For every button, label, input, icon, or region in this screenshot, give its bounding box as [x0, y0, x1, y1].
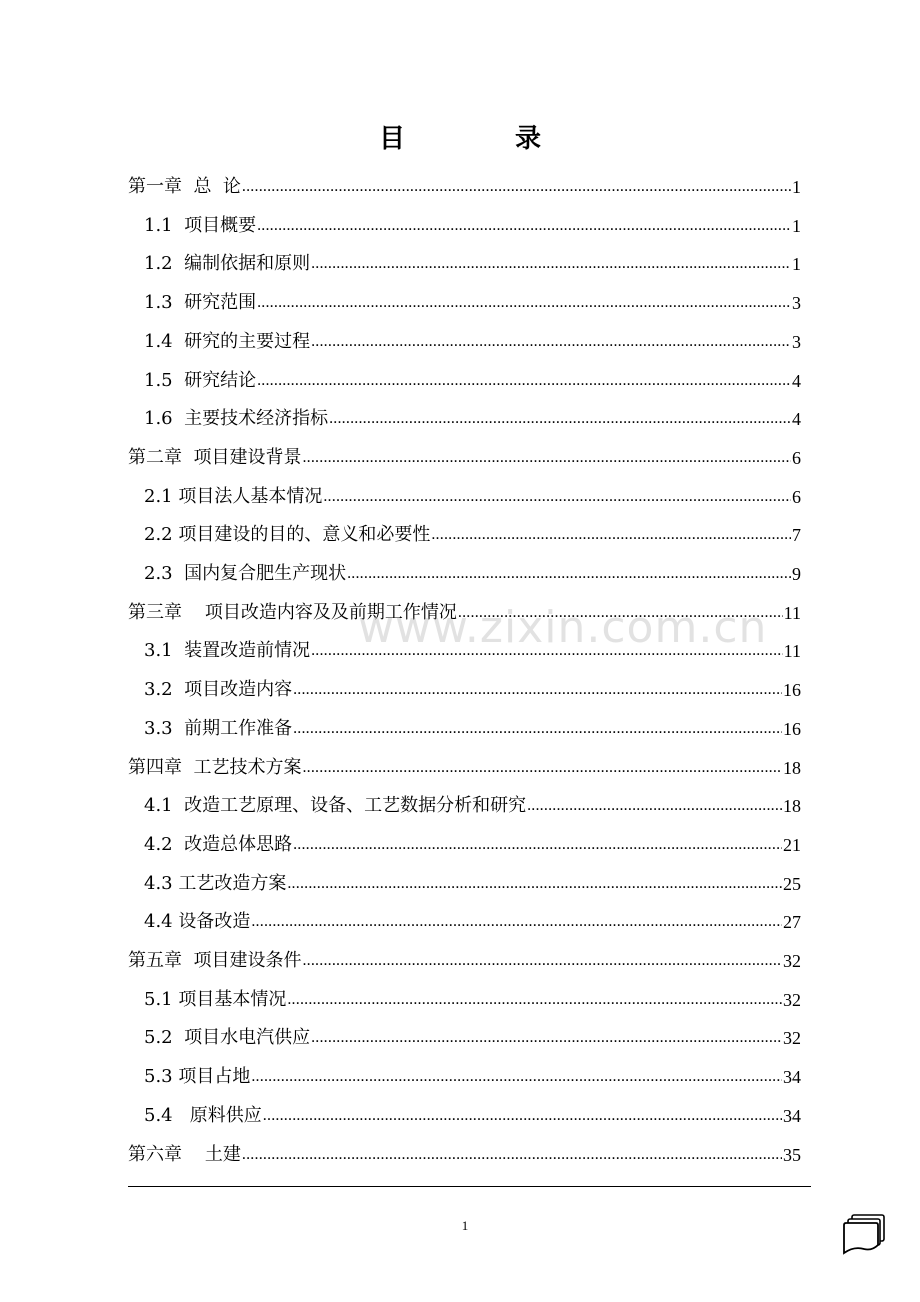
- toc-entry-label: 4.1 改造工艺原理、设备、工艺数据分析和研究: [144, 795, 527, 817]
- toc-leader-dots: [347, 555, 791, 593]
- toc-leader-dots: [302, 942, 782, 980]
- toc-section-entry[interactable]: [144, 555, 801, 593]
- toc-entry-page: 3: [792, 331, 801, 352]
- toc-entry-label: 3.3 前期工作准备: [144, 717, 293, 739]
- footer-divider: [128, 1186, 811, 1187]
- toc-leader-dots: [311, 632, 783, 670]
- document-pages-icon[interactable]: [842, 1213, 888, 1257]
- toc-leader-dots: [293, 710, 782, 748]
- toc-entry-label: 第一章 总 论: [128, 176, 241, 197]
- toc-leader-dots: [527, 787, 782, 825]
- page-number: 1: [461, 1218, 469, 1233]
- toc-entry-label: 第六章 土建: [128, 1143, 241, 1165]
- toc-entry-label: 第三章 项目改造内容及及前期工作情况: [128, 601, 457, 623]
- toc-entry-page: 4: [792, 370, 801, 391]
- toc-entry-page: 11: [783, 641, 801, 662]
- toc-title: [0, 118, 920, 155]
- toc-entry-page: 11: [783, 602, 801, 623]
- toc-entry-page: 25: [783, 873, 801, 894]
- toc-leader-dots: [302, 439, 791, 477]
- toc-entry-label: 1.6 主要技术经济指标: [144, 408, 329, 430]
- toc-entry-label: 4.2 改造总体思路: [144, 833, 293, 855]
- toc-leader-dots: [329, 400, 791, 438]
- toc-entry-label: 1.1 项目概要: [144, 214, 257, 236]
- toc-entry-page: 16: [783, 718, 801, 739]
- toc-section-entry[interactable]: [144, 362, 801, 400]
- toc-entry-page: 32: [783, 951, 801, 971]
- toc-chapter-entry[interactable]: [128, 749, 801, 787]
- toc-entry-label: 3.1 装置改造前情况: [144, 640, 311, 662]
- toc-leader-dots: [242, 168, 791, 206]
- toc-entry-label: 4.4 设备改造: [144, 911, 251, 933]
- toc-entry-label: 1.5 研究结论: [144, 369, 257, 391]
- toc-leader-dots: [293, 826, 782, 864]
- toc-entry-label: 1.4 研究的主要过程: [144, 330, 311, 352]
- toc-entry-page: 18: [783, 757, 801, 778]
- toc-leader-dots: [251, 1058, 782, 1096]
- toc-entry-page: 21: [783, 834, 801, 855]
- toc-entry-label: 5.1 项目基本情况: [144, 988, 287, 1010]
- toc-entry-page: 4: [792, 409, 801, 430]
- toc-entry-page: 35: [783, 1144, 801, 1165]
- toc-section-entry[interactable]: [144, 632, 801, 670]
- toc-section-entry[interactable]: [144, 207, 801, 245]
- toc-leader-dots: [311, 245, 791, 283]
- toc-leader-dots: [242, 1136, 782, 1174]
- toc-entry-label: 3.2 项目改造内容: [144, 679, 293, 701]
- toc-entry-label: 5.4 原料供应: [144, 1104, 262, 1126]
- toc-leader-dots: [293, 671, 782, 709]
- toc-entry-label: 第四章 工艺技术方案: [128, 756, 302, 778]
- toc-leader-dots: [263, 1097, 782, 1135]
- toc-entry-label: 5.2 项目水电汽供应: [144, 1027, 311, 1049]
- toc-entry-label: 4.3 工艺改造方案: [144, 872, 287, 894]
- toc-entry-page: 3: [792, 293, 801, 314]
- toc-leader-dots: [323, 478, 791, 516]
- toc-entry-label: 第二章 项目建设背景: [128, 446, 302, 468]
- toc-section-entry[interactable]: [144, 787, 801, 825]
- toc-leader-dots: [287, 981, 782, 1019]
- toc-entry-page: 6: [792, 447, 801, 468]
- toc-chapter-entry[interactable]: [128, 439, 801, 477]
- toc-leader-dots: [302, 749, 782, 787]
- toc-entry-label: 5.3 项目占地: [144, 1066, 251, 1088]
- toc-entry-page: 1: [792, 215, 801, 236]
- toc-entry-page: 18: [783, 796, 801, 817]
- toc-leader-dots: [257, 207, 791, 245]
- toc-section-entry[interactable]: [144, 903, 801, 941]
- toc-entry-page: 6: [792, 486, 801, 507]
- toc-entry-page: 9: [792, 564, 801, 584]
- toc-entry-page: 27: [783, 912, 801, 933]
- toc-leader-dots: [311, 1019, 782, 1057]
- watermark: www.zixin.com.cn: [358, 602, 768, 653]
- toc-entry-label: 1.2 编制依据和原则: [144, 253, 311, 275]
- toc-entry-label: 2.2 项目建设的目的、意义和必要性: [144, 524, 431, 546]
- toc-entry-label: 2.3 国内复合肥生产现状: [144, 563, 347, 584]
- title-char-2: 录: [515, 124, 542, 154]
- toc-leader-dots: [458, 594, 783, 632]
- toc-section-entry[interactable]: [144, 865, 801, 903]
- toc-section-entry[interactable]: [144, 710, 801, 748]
- toc-chapter-entry[interactable]: [128, 594, 801, 632]
- toc-section-entry[interactable]: [144, 671, 801, 709]
- toc-entry-page: 7: [792, 525, 801, 546]
- toc-entry-page: 1: [792, 177, 801, 197]
- toc-section-entry[interactable]: [144, 1019, 801, 1057]
- toc-section-entry[interactable]: [144, 323, 801, 361]
- toc-entry-page: 34: [783, 1067, 801, 1088]
- toc-leader-dots: [431, 516, 791, 554]
- toc-leader-dots: [287, 865, 782, 903]
- toc-section-entry[interactable]: [144, 284, 801, 322]
- toc-chapter-entry[interactable]: [128, 168, 801, 206]
- toc-section-entry[interactable]: [144, 400, 801, 438]
- toc-chapter-entry[interactable]: [128, 1136, 801, 1174]
- toc-leader-dots: [257, 284, 791, 322]
- toc-entry-page: 32: [783, 989, 801, 1010]
- toc-entry-page: 32: [783, 1028, 801, 1049]
- toc-section-entry[interactable]: [144, 245, 801, 283]
- title-char-1: 目: [378, 124, 405, 154]
- toc-leader-dots: [251, 903, 782, 941]
- toc-entry-page: 1: [792, 254, 801, 275]
- toc-section-entry[interactable]: [144, 826, 801, 864]
- toc-entry-label: 2.1 项目法人基本情况: [144, 485, 323, 507]
- toc-section-entry[interactable]: [144, 516, 801, 554]
- toc-entry-page: 16: [783, 680, 801, 701]
- toc-section-entry[interactable]: [144, 981, 801, 1019]
- toc-section-entry[interactable]: [144, 1097, 801, 1135]
- toc-entry-label: 第五章 项目建设条件: [128, 950, 302, 971]
- toc-section-entry[interactable]: [144, 1058, 801, 1096]
- toc-entry-page: 34: [783, 1105, 801, 1126]
- toc-leader-dots: [311, 323, 791, 361]
- toc-entry-label: 1.3 研究范围: [144, 292, 257, 314]
- toc-section-entry[interactable]: [144, 478, 801, 516]
- toc-leader-dots: [257, 362, 791, 400]
- toc-chapter-entry[interactable]: [128, 942, 801, 980]
